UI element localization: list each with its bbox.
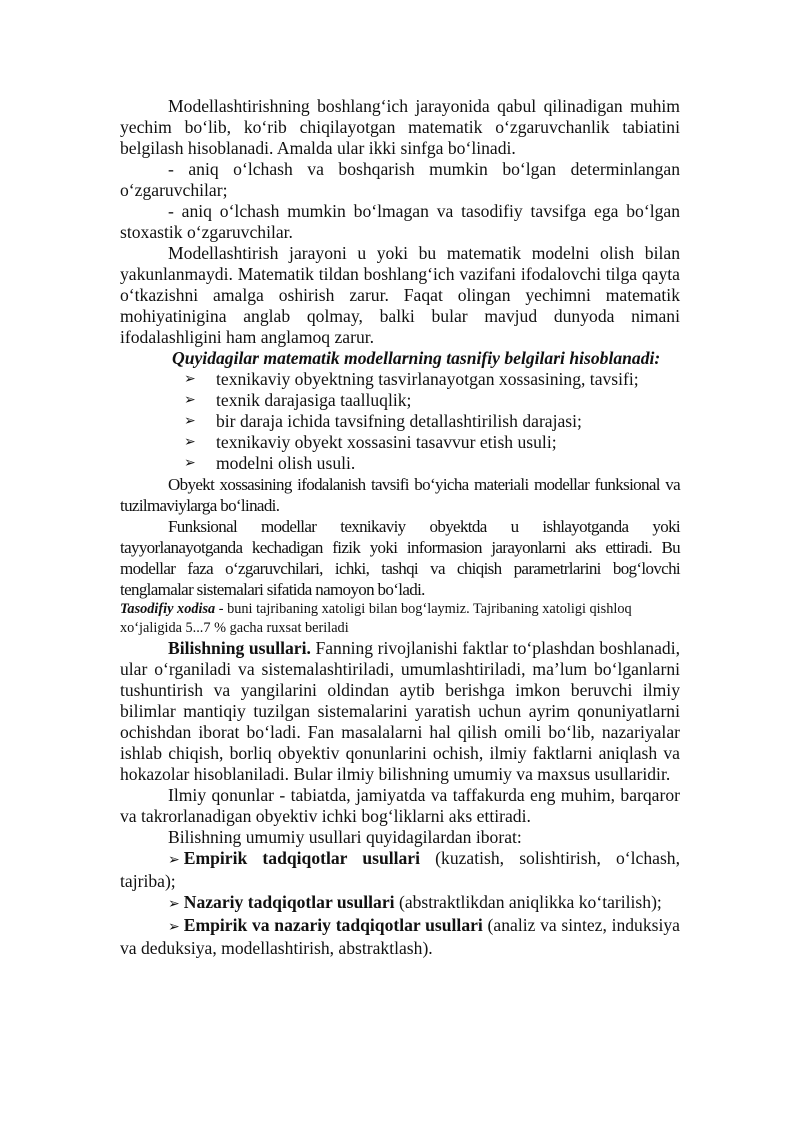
arrow-bullet-icon: ➢ bbox=[168, 896, 180, 912]
section-heading: Quyidagilar matematik modellarning tasnifiy belgilari hisoblanadi: bbox=[172, 348, 661, 368]
arrow-bullet-icon: ➢ bbox=[184, 392, 196, 408]
method-item: ➢ Nazariy tadqiqotlar usullari (abstraktlikdan aniqlikka ko‘tarilish); bbox=[168, 892, 662, 912]
paragraph-laws: Ilmiy qonunlar - tabiatda, jamiyatda va taffakurda eng muhim, barqaror va takrorlanadigan obyektiv ichki bog‘liklarni aks ettiradi. bbox=[120, 785, 680, 826]
list-item-deterministic: - aniq o‘lchash va boshqarish mumkin bo‘lgan determinlangan o‘zgaruvchilar; bbox=[120, 159, 680, 200]
method-item: ➢ Empirik va nazariy tadqiqotlar usullari (analiz va sintez, induksiya va deduksiya, modellashtirish, abstraktlash). bbox=[120, 915, 680, 958]
paragraph-cognition: Bilishning usullari. Fanning rivojlanishi faktlar to‘plashdan boshlanadi, ular o‘rganiladi va sistemalashtiriladi, umumlashtiriladi, ma’lum bo‘lganlarni tushuntirish va yangilarini oldindan aytib berishga imkon beruvchi ilmiy bilimlar mantiqiy tuzilgan sistemalarini yaratish uchun ayrim qonuniyatlarni ochishdan iborat bo‘ladi. Fan masalalarni hal qilish omili bo‘lib, nazariyalar ishlab chiqish, borliq obyektiv qonunlarini ochish, ilmiy faktlarni aniqlash va hokazolar hisoblaniladi. Bular ilmiy bilishning umumiy va maxsus usullaridir. bbox=[120, 638, 680, 784]
list-item: ➢ texnikaviy obyektning tasvirlanayotgan xossasining, tavsifi; bbox=[184, 369, 639, 389]
paragraph-intro: Modellashtirishning boshlang‘ich jarayonida qabul qilinadigan muhim yechim bo‘lib, ko‘rib chiqilayotgan matematik o‘zgaruvchanlik tabiatini belgilash hisoblanadi. Amalda ular ikki sinfga bo‘linadi. bbox=[120, 96, 680, 158]
classification-list bbox=[120, 369, 680, 474]
paragraph-methods-intro: Bilishning umumiy usullari quyidagilardan iborat: bbox=[168, 827, 522, 847]
list-item: ➢ bir daraja ichida tavsifning detallashtirilish darajasi; bbox=[184, 411, 582, 431]
list-item: ➢ texnikaviy obyekt xossasini tasavvur etish usuli; bbox=[184, 432, 557, 452]
arrow-bullet-icon: ➢ bbox=[184, 371, 196, 387]
method-item: ➢ Empirik tadqiqotlar usullari (kuzatish, solishtirish, o‘lchash, tajriba); bbox=[120, 848, 680, 891]
list-item-stochastic: - aniq o‘lchash mumkin bo‘lmagan va tasodifiy tavsifga ega bo‘lgan stoxastik o‘zgaruvchilar. bbox=[120, 201, 680, 242]
paragraph-modelling: Modellashtirish jarayoni u yoki bu matematik modelni olish bilan yakunlanmaydi. Matematik tildan boshlang‘ich vazifani ifodalovchi tilga qayta o‘tkazishni amalga oshirish zarur. Faqat olingan yechimni matematik mohiyatinigina anglab qolmay, balki bular mavjud dunyoda nimani ifodalashligini ham anglamoq zarur. bbox=[120, 243, 680, 347]
arrow-bullet-icon: ➢ bbox=[168, 852, 180, 868]
list-item: ➢ texnik darajasiga taalluqlik; bbox=[184, 390, 412, 410]
arrow-bullet-icon: ➢ bbox=[184, 413, 196, 429]
cognition-heading: Bilishning usullari. bbox=[168, 638, 311, 658]
note-term: Tasodifiy xodisa bbox=[120, 601, 216, 617]
arrow-bullet-icon: ➢ bbox=[184, 434, 196, 450]
list-item: ➢ modelni olish usuli. bbox=[184, 453, 356, 473]
note-random-event: Tasodifiy xodisa - buni tajribaning xatoligi bilan bog‘laymiz. Tajribaning xatoligi qishloq xo‘jaligida 5...7 % gacha ruxsat beriladi bbox=[120, 601, 632, 636]
arrow-bullet-icon: ➢ bbox=[184, 455, 196, 471]
arrow-bullet-icon: ➢ bbox=[168, 919, 180, 935]
paragraph-property: Obyekt xossasining ifodalanish tavsifi bo‘yicha materiali modellar funksional va tuzilmaviylarga bo‘linadi. bbox=[120, 475, 680, 515]
document-page bbox=[120, 96, 680, 959]
paragraph-functional: Funksional modellar texnikaviy obyektda u ishlayotganda yoki tayyorlanayotganda kechadigan fizik yoki informasion jarayonlarni aks ettiradi. Bu modellar faza o‘zgaruvchilari, ichki, tashqi va chiqish parametrlarini bog‘lovchi tenglamalar sistemalari sifatida namoyon bo‘ladi. bbox=[120, 517, 680, 599]
